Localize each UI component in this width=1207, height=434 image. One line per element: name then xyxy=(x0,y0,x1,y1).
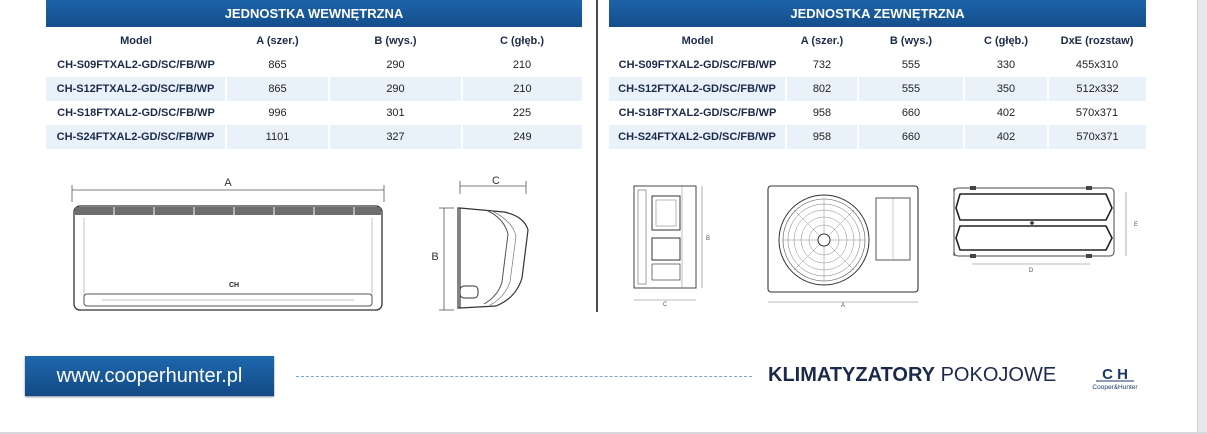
logo-name: Cooper&Hunter xyxy=(1092,384,1138,391)
model-cell: CH-S24FTXAL2-GD/SC/FB/WP xyxy=(609,125,786,149)
indoor-unit-logo: CH xyxy=(228,282,240,289)
value-cell: 958 xyxy=(786,125,858,149)
column-header: A (szer.) xyxy=(256,35,299,47)
indoor-header: JEDNOSTKA WEWNĘTRZNA xyxy=(46,0,582,27)
table-header-row xyxy=(609,29,1146,53)
model-cell: CH-S12FTXAL2-GD/SC/FB/WP xyxy=(609,77,786,101)
value-cell: 1101 xyxy=(226,125,329,149)
table-row xyxy=(46,125,582,149)
table-row xyxy=(609,77,1146,101)
value-cell: 249 xyxy=(462,125,582,149)
value-cell: 225 xyxy=(512,107,532,119)
dimension-label-c: C xyxy=(492,175,500,187)
value-cell: 570x371 xyxy=(1048,125,1146,149)
dimension-label-e: E xyxy=(1134,222,1139,228)
dimension-label-a: A xyxy=(224,177,232,189)
column-header: B (wys.) xyxy=(374,35,417,47)
column-header: DxE (rozstaw) xyxy=(1060,35,1134,47)
outdoor-unit-top-drawing xyxy=(942,180,1148,276)
value-cell: 290 xyxy=(329,77,462,101)
column-header: B (wys.) xyxy=(889,35,933,47)
value-cell: 865 xyxy=(268,59,287,71)
footer-title-bold: KLIMATYZATORY xyxy=(768,364,936,386)
website-link[interactable]: www.cooperhunter.pl xyxy=(25,356,274,396)
value-cell: 865 xyxy=(226,77,329,101)
section-divider xyxy=(596,0,598,312)
dimension-label-d: D xyxy=(1028,268,1034,274)
footer-title xyxy=(768,364,1056,387)
value-cell: 290 xyxy=(386,59,405,71)
dimension-label-c: C xyxy=(662,302,668,308)
outdoor-unit-front-drawing xyxy=(762,180,926,310)
value-cell: 555 xyxy=(901,59,921,71)
indoor-unit-side-drawing xyxy=(426,174,536,316)
outdoor-header: JEDNOSTKA ZEWNĘTRZNA xyxy=(609,0,1146,27)
column-header: Model xyxy=(681,35,714,47)
value-cell: 555 xyxy=(858,77,964,101)
value-cell: 350 xyxy=(964,77,1048,101)
value-cell: 210 xyxy=(512,59,532,71)
value-cell: 402 xyxy=(996,107,1016,119)
table-row xyxy=(46,53,582,77)
value-cell: 660 xyxy=(901,107,921,119)
value-cell: 802 xyxy=(786,77,858,101)
value-cell: 402 xyxy=(964,125,1048,149)
footer-dashed-line xyxy=(296,376,752,377)
page-edge xyxy=(1197,0,1207,434)
table-row xyxy=(46,77,582,101)
column-header: C (głęb.) xyxy=(500,35,544,47)
value-cell: 301 xyxy=(386,107,405,119)
model-cell: CH-S18FTXAL2-GD/SC/FB/WP xyxy=(618,107,777,119)
indoor-unit-front-drawing xyxy=(62,172,394,318)
value-cell: 570x371 xyxy=(1075,107,1119,119)
logo-mark: C H xyxy=(1102,366,1128,383)
table-row xyxy=(609,125,1146,149)
dimension-label-a: A xyxy=(840,303,846,309)
model-cell: CH-S09FTXAL2-GD/SC/FB/WP xyxy=(57,59,215,71)
model-cell: CH-S09FTXAL2-GD/SC/FB/WP xyxy=(618,59,777,71)
value-cell: 210 xyxy=(462,77,582,101)
column-header: Model xyxy=(120,35,152,47)
value-cell: 732 xyxy=(812,59,832,71)
value-cell: 327 xyxy=(329,125,462,149)
outdoor-unit-side-drawing xyxy=(626,178,710,310)
column-header: A (szer.) xyxy=(800,35,844,47)
dimension-label-b: B xyxy=(706,236,710,242)
value-cell: 512x332 xyxy=(1048,77,1146,101)
table-row xyxy=(609,53,1146,77)
value-cell: 958 xyxy=(812,107,832,119)
footer-title-rest: POKOJOWE xyxy=(935,364,1057,386)
value-cell: 330 xyxy=(996,59,1016,71)
cooper-hunter-logo xyxy=(1084,364,1146,394)
value-cell: 455x310 xyxy=(1075,59,1119,71)
table-header-row xyxy=(46,29,582,53)
model-cell: CH-S12FTXAL2-GD/SC/FB/WP xyxy=(46,77,226,101)
model-cell: CH-S18FTXAL2-GD/SC/FB/WP xyxy=(57,107,215,119)
table-row xyxy=(609,101,1146,125)
value-cell: 660 xyxy=(858,125,964,149)
model-cell: CH-S24FTXAL2-GD/SC/FB/WP xyxy=(46,125,226,149)
table-row xyxy=(46,101,582,125)
outdoor-spec-table xyxy=(609,29,1146,149)
dimension-label-b: B xyxy=(431,251,439,263)
indoor-spec-table xyxy=(46,29,582,149)
column-header: C (głęb.) xyxy=(984,35,1028,47)
value-cell: 996 xyxy=(268,107,287,119)
